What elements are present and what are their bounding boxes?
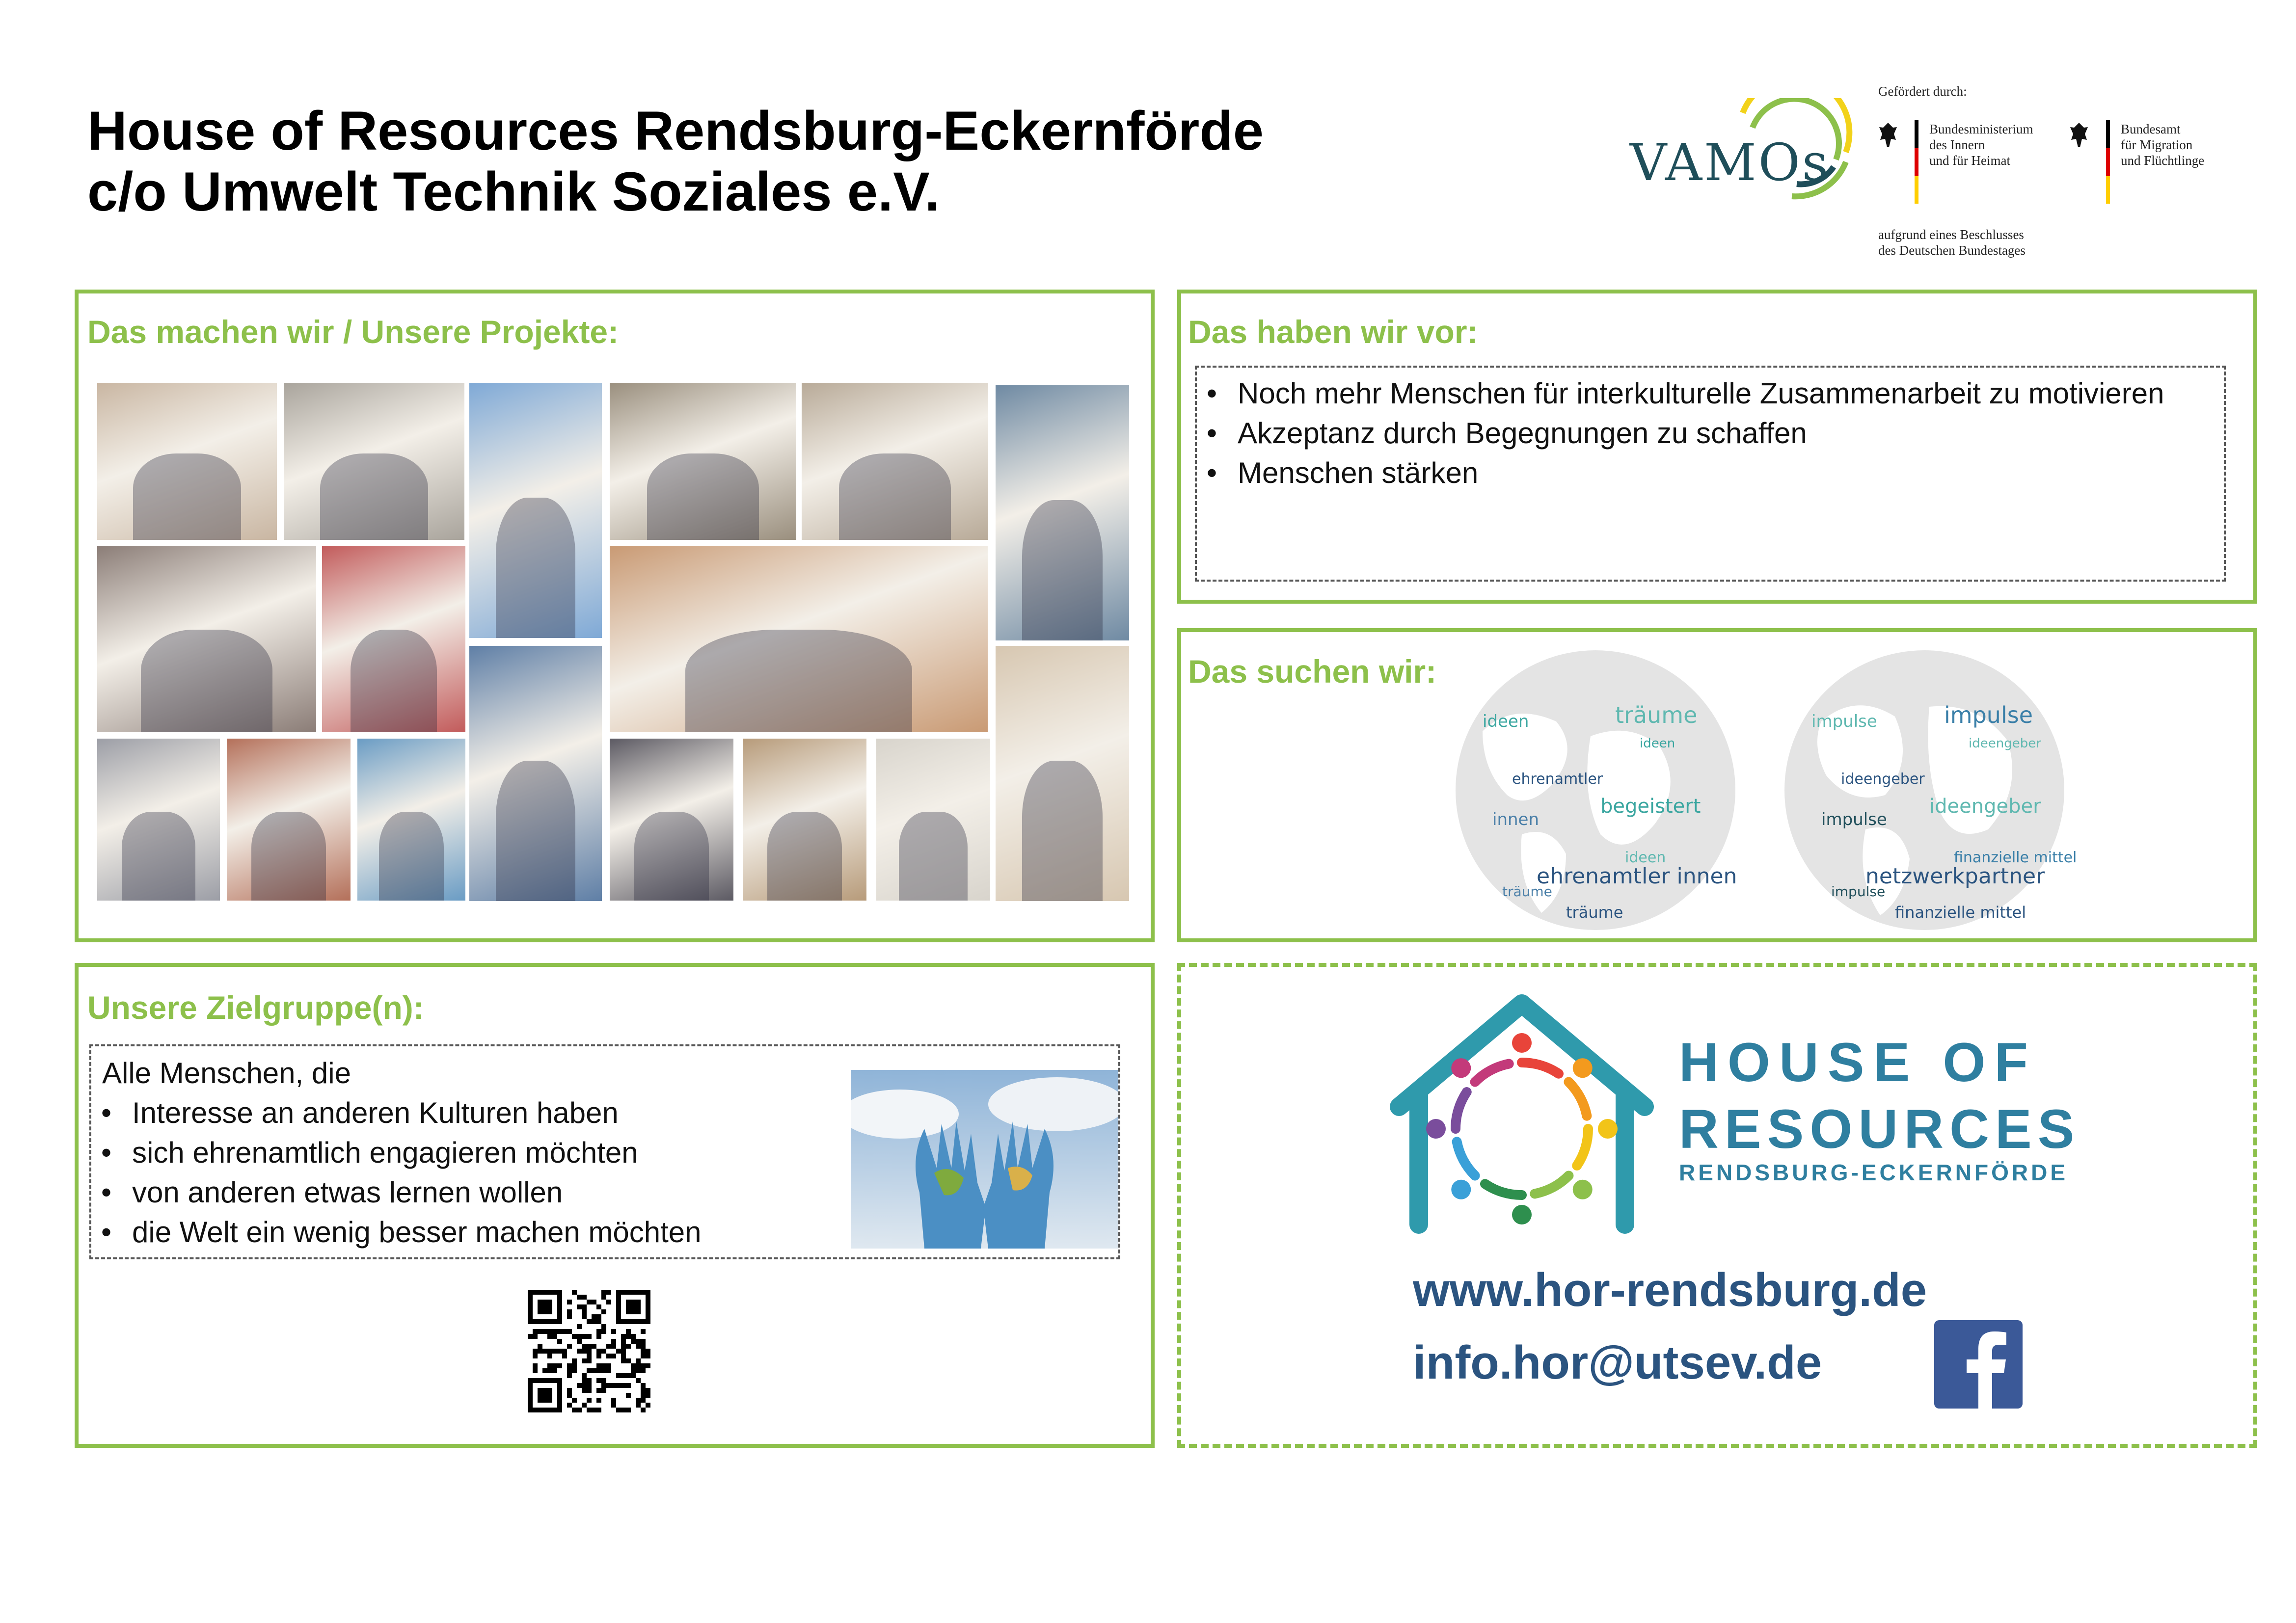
photo-dance-hall [996, 646, 1129, 901]
photo-carnival-children [610, 546, 988, 732]
vamos-logo-text: VAMOs [1630, 133, 1831, 192]
person-arm [1457, 1142, 1475, 1175]
wordcloud-word: träume [1566, 903, 1623, 922]
photo-masks-exhibit [227, 739, 351, 901]
list-item: • Interesse an anderen Kulturen haben [95, 1093, 1118, 1133]
target-intro: Alle Menschen, die [102, 1057, 351, 1090]
hands-world-image [851, 1070, 1118, 1249]
photo-group-standing [97, 739, 220, 901]
globe-2-words [1782, 648, 2077, 932]
person-arm [1485, 1184, 1522, 1195]
wordcloud-word: träume [1615, 702, 1698, 728]
wordcloud-word: begeistert [1600, 795, 1701, 818]
wordcloud-word: ehrenamtler innen [1537, 864, 1737, 889]
photo-group-certificate [97, 383, 277, 540]
hor-line3: RENDSBURG-ECKERNFÖRDE [1679, 1160, 2069, 1185]
wordcloud-word: netzwerkpartner [1865, 864, 2045, 889]
wordcloud-word: ideengeber [1841, 771, 1925, 788]
person-arm [1535, 1175, 1568, 1194]
person-arm [1456, 1092, 1467, 1129]
photo-presentation [996, 385, 1129, 640]
qr-code-icon[interactable] [528, 1290, 650, 1412]
wordcloud-word: finanzielle mittel [1895, 903, 2026, 922]
hor-line1: HOUSE OF [1679, 1032, 2037, 1093]
globe-wordcloud-2 [1782, 648, 2077, 932]
wordcloud-word: impulse [1831, 883, 1886, 900]
wordcloud-word: träume [1502, 883, 1552, 900]
eagle-icon [1878, 120, 1898, 155]
ministry-2: Bundesamt für Migration und Flüchtlinge [2121, 122, 2205, 168]
list-item: • Akzeptanz durch Begegnungen zu schaffen [1201, 413, 2224, 453]
target-heading: Unsere Zielgruppe(n): [87, 989, 424, 1026]
photo-award-handshake [284, 383, 464, 540]
plans-list [1201, 373, 2224, 493]
person-head [1512, 1033, 1532, 1053]
wordcloud-word: impulse [1944, 702, 2033, 728]
flag-stripe-2 [2106, 120, 2110, 204]
wordcloud-word: ehrenamtler [1512, 771, 1603, 788]
photo-bicycles-group [357, 739, 465, 901]
photo-photo-wall [876, 739, 990, 901]
plans-box [1195, 366, 2226, 582]
person-head [1512, 1205, 1532, 1224]
search-heading: Das suchen wir: [1188, 653, 1437, 690]
person-head [1573, 1180, 1593, 1199]
plans-heading: Das haben wir vor: [1188, 314, 1478, 350]
wordcloud-word: innen [1492, 810, 1540, 829]
person-head [1451, 1180, 1471, 1199]
person-arm [1475, 1064, 1509, 1082]
wordcloud-word: finanzielle mittel [1954, 849, 2077, 866]
person-head [1573, 1058, 1593, 1078]
list-item: • von anderen etwas lernen wollen [95, 1172, 1118, 1212]
eagle-icon [2069, 120, 2089, 155]
photo-meeting-room-flags [610, 383, 796, 540]
resolution-text: aufgrund eines Beschlusses des Deutschen Bundestages [1878, 227, 2026, 258]
person-head [1598, 1119, 1618, 1139]
projects-heading: Das machen wir / Unsere Projekte: [87, 314, 619, 350]
photo-group-event-teal [469, 646, 602, 901]
wordcloud-word: ideengeber [1929, 795, 2041, 818]
person-arm [1568, 1082, 1587, 1116]
person-arm [1522, 1063, 1559, 1074]
list-item: • die Welt ein wenig besser machen möchten [95, 1212, 1118, 1252]
photo-art-spiral [610, 739, 733, 901]
photo-women-group-certificates [97, 546, 316, 732]
house-logo-icon [1389, 989, 1654, 1234]
wordcloud-word: ideen [1483, 712, 1529, 731]
globe-wordcloud-1 [1453, 648, 1738, 932]
funding-label: Gefördert durch: [1878, 84, 1967, 99]
wordcloud-word: impulse [1821, 810, 1887, 829]
facebook-icon[interactable] [1934, 1320, 2023, 1409]
ministry-1: Bundesministerium des Innern und für Heimat [1929, 122, 2033, 168]
list-item: • Menschen stärken [1201, 453, 2224, 493]
person-arm [1577, 1129, 1588, 1166]
email-link[interactable]: info.hor@utsev.de [1413, 1336, 1822, 1389]
list-item: • sich ehrenamtlich engagieren möchten [95, 1133, 1118, 1172]
globe-1-words [1453, 648, 1738, 932]
person-head [1451, 1058, 1471, 1078]
wordcloud-word: ideengeber [1969, 736, 2041, 751]
photo-ukraine-germany-heart [469, 383, 602, 638]
person-head [1426, 1119, 1446, 1139]
wordcloud-word: impulse [1811, 712, 1877, 731]
photo-workshop-table [802, 383, 988, 540]
list-item: • Noch mehr Menschen für interkulturelle Zusammenarbeit zu motivieren [1201, 373, 2224, 413]
page-title: House of Resources Rendsburg-Eckernförde [87, 100, 1264, 161]
photo-crafts-table [743, 739, 866, 901]
page-subtitle: c/o Umwelt Technik Soziales e.V. [87, 161, 940, 222]
website-link[interactable]: www.hor-rendsburg.de [1413, 1264, 1927, 1316]
wordcloud-word: ideen [1625, 849, 1666, 866]
hor-line2: RESOURCES [1679, 1098, 2080, 1160]
flag-stripe-1 [1915, 120, 1918, 204]
vamos-logo [1630, 98, 1861, 206]
wordcloud-word: ideen [1640, 736, 1675, 751]
photo-kids-costumes [322, 546, 465, 732]
